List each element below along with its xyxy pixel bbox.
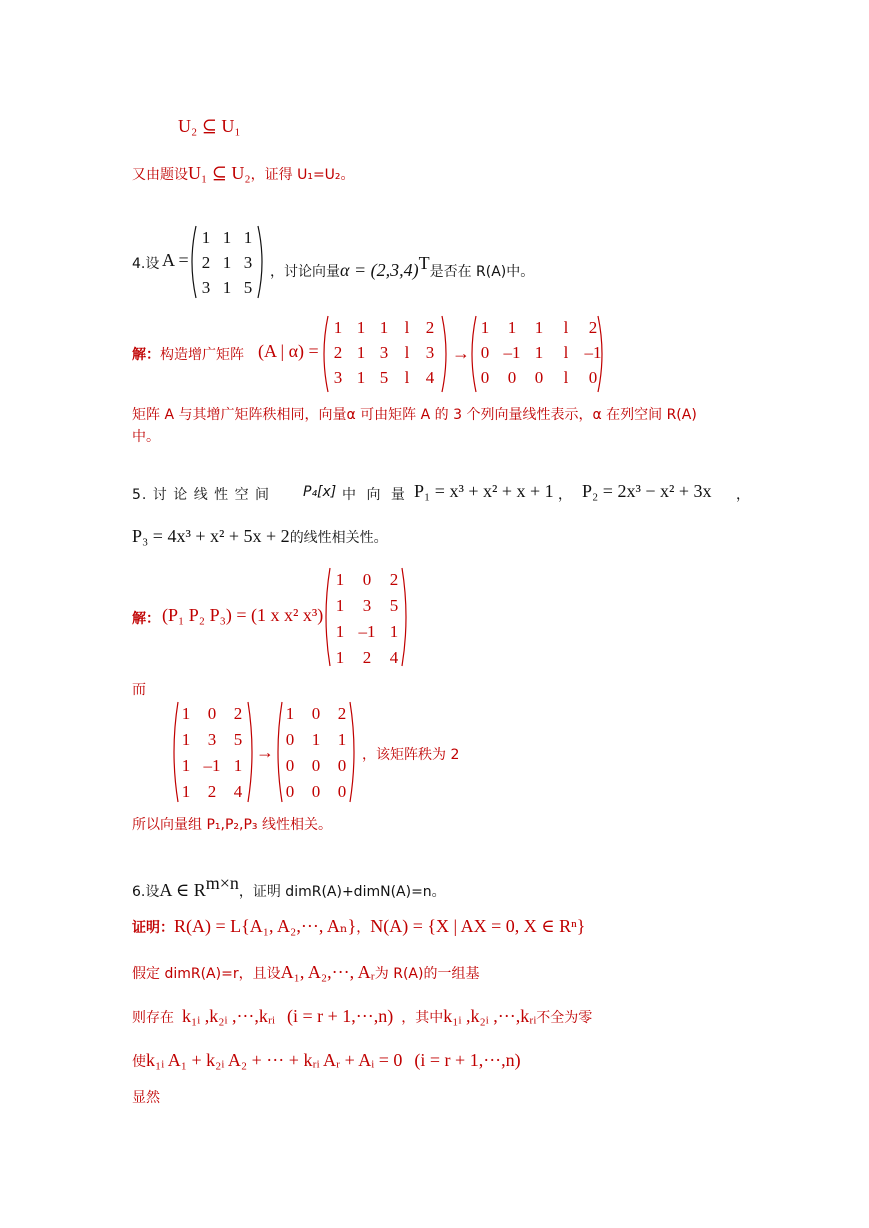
a5-left-cell: 0 — [207, 704, 217, 723]
a5-reduction — [170, 700, 360, 804]
q5-line2: P₃ = 4x³ + x² + 5x + 2的线性相关性。 — [132, 526, 388, 546]
a4-matrix1-cell: l — [404, 318, 410, 337]
a4-matrix2-cell: 2 — [588, 318, 598, 337]
a4-matrix1-cell: 3 — [333, 368, 343, 387]
a5-right-cell: 0 — [337, 756, 347, 775]
a5-left-cell: –1 — [203, 756, 221, 775]
a5-matrix-cell: 4 — [389, 648, 399, 667]
a6-assume-line: 假定 dimR(A)=r，且设A₁, A₂,···, Aᵣ为 R(A)的一组基 — [132, 962, 480, 982]
a5-right-cell: 0 — [311, 704, 321, 723]
a5-left-cell: 4 — [233, 782, 243, 801]
q4-text: ，讨论向量$\alpha = (2,3,4)^T$是否在 R(A)中。 — [270, 253, 535, 280]
a4-matrix1-cell: 1 — [356, 318, 366, 337]
a4-matrix1-cell: 1 — [356, 368, 366, 387]
q4-a-eq: A = — [162, 250, 189, 270]
q5-p3: P₃ = 4x³ + x² + 5x + 2 — [132, 526, 290, 546]
a4-matrix1-cell: 1 — [333, 318, 343, 337]
a4-matrix2-cell: l — [563, 343, 569, 362]
q5-end: ， — [736, 487, 750, 503]
a4-matrix1-cell: l — [404, 368, 410, 387]
a6-make-line: 使k₁ᵢ A₁ + k₂ᵢ A₂ + ··· + kᵣᵢ Aᵣ + Aᵢ = 0 (i = r + 1,···,n) — [132, 1050, 521, 1070]
a4-matrix2-cell: –1 — [584, 343, 602, 362]
a5-right-cell: 0 — [285, 782, 295, 801]
a5-matrix-cell: 5 — [389, 596, 399, 615]
a4-matrix2-cell: 0 — [507, 368, 517, 387]
q4-matrix-cell: 3 — [243, 253, 253, 272]
a5-left-cell: 1 — [233, 756, 243, 775]
a5-lhs: (P₁ P₂ P₃) = (1 x x² x³) — [162, 605, 324, 625]
a4-matrix2-cell: 1 — [534, 318, 544, 337]
a4-text: 构造增广矩阵 — [160, 347, 244, 363]
q5-mid: 中 向 量 — [342, 487, 408, 503]
q5-p1: P₁ = x³ + x² + x + 1 — [414, 481, 554, 501]
a5-right-cell: 0 — [285, 730, 295, 749]
a5-left-cell: 3 — [207, 730, 217, 749]
a5-left-cell: 2 — [207, 782, 217, 801]
conclusion-line — [132, 163, 355, 184]
a5-right-cell: 1 — [311, 730, 321, 749]
conclusion-pre: 又由题设 — [132, 167, 188, 183]
a5-matrix-cell: 2 — [362, 648, 372, 667]
a4-matrix1-cell: 3 — [379, 343, 389, 362]
a4-matrix2-cell: 0 — [534, 368, 544, 387]
a5-left-cell: 2 — [233, 704, 243, 723]
a5-and: 而 — [132, 682, 146, 698]
a4-matrix1-cell: 1 — [356, 343, 366, 362]
a6-def-line: 证明：R(A) = L{A₁, A₂,···, Aₙ}，N(A) = {X | AX = 0, X ∈ Rⁿ} — [132, 916, 586, 936]
a5-matrix-cell: 0 — [362, 570, 372, 589]
a5-rank: ，该矩阵秩为 2 — [362, 747, 460, 763]
a4-matrix2-cell: 1 — [480, 318, 490, 337]
a5-matrix-cell: 1 — [389, 622, 399, 641]
a5-matrix-cell: 1 — [335, 622, 345, 641]
conclusion-post: ，证得 U₁=U₂。 — [250, 167, 355, 183]
a4-matrix1-cell: 5 — [379, 368, 389, 387]
q4-matrix-cell: 3 — [201, 278, 211, 297]
a5-matrix-cell: 3 — [362, 596, 372, 615]
q4-vector: α = (2,3,4) — [340, 260, 419, 280]
a4-matrix1-cell: l — [404, 343, 410, 362]
q5-p2: P₂ = 2x³ − x² + 3x — [582, 481, 712, 501]
conclusion-math: U₁ ⊆ U₂ — [188, 163, 251, 183]
a4-matrix1-cell: 1 — [379, 318, 389, 337]
a4-head — [132, 344, 244, 364]
a4-matrix2-cell: 0 — [480, 368, 490, 387]
q4-matrix-cell: 5 — [243, 278, 253, 297]
a4-matrix1-cell: 2 — [333, 343, 343, 362]
q4-matrix-cell: 1 — [222, 228, 232, 247]
q4-number: 4.设 — [132, 256, 160, 272]
a4-matrix2-cell: l — [563, 318, 569, 337]
a5-right-cell: 1 — [285, 704, 295, 723]
q4-matrix-cell: 1 — [222, 278, 232, 297]
a4-matrix1-cell: 3 — [425, 343, 435, 362]
a5-right-cell: 1 — [337, 730, 347, 749]
a4-matrix2-cell: 1 — [534, 343, 544, 362]
a4-matrix2-cell: 0 — [480, 343, 490, 362]
q4-matrix-cell: 2 — [201, 253, 211, 272]
q5-space: P₄[x] — [303, 484, 337, 500]
a5-matrix-cell: –1 — [358, 622, 376, 641]
a5-matrix-cell: 1 — [335, 570, 345, 589]
a5-right-cell: 0 — [311, 756, 321, 775]
a4-label: 解： — [132, 347, 160, 363]
a5-right-cell: 0 — [337, 782, 347, 801]
a6-exist-line: 则存在 k₁ᵢ ,k₂ᵢ ,···,kᵣᵢ (i = r + 1,···,n) ，其中k₁ᵢ ,k₂ᵢ ,···,kᵣᵢ不全为零 — [132, 1006, 593, 1026]
a5-matrix-cell: 2 — [389, 570, 399, 589]
a5-right-cell: 0 — [311, 782, 321, 801]
a5-left-cell: 1 — [181, 756, 191, 775]
q4-matrix-cell: 1 — [243, 228, 253, 247]
q5-line1: 5. 讨 论 线 性 空 间 — [132, 487, 271, 503]
a4-conclusion-1: 矩阵 A 与其增广矩阵秩相同，向量α 可由矩阵 A 的 3 个列向量线性表示，α 在列空间 R(A) — [132, 407, 697, 423]
a4-matrix1-cell: 2 — [425, 318, 435, 337]
a5-conclusion: 所以向量组 P₁,P₂,P₃ 线性相关。 — [132, 817, 332, 833]
q5-sep: ， — [558, 487, 572, 503]
q4-matrix-cell: 1 — [222, 253, 232, 272]
a4-conclusion-2: 中。 — [132, 429, 160, 445]
a6-obvious: 显然 — [132, 1090, 160, 1106]
a5-left-cell: 1 — [181, 730, 191, 749]
a4-matrix2-cell: l — [563, 368, 569, 387]
u2-subset-u1: U₂ ⊆ U₁ — [178, 116, 241, 136]
a5-matrix — [322, 566, 412, 668]
svg-text:→: → — [452, 343, 470, 363]
q4-matrix-cell: 1 — [201, 228, 211, 247]
q4-matrix — [188, 224, 266, 300]
a4-matrix2-cell: –1 — [503, 343, 521, 362]
svg-text:→: → — [256, 742, 274, 762]
q6-line: 6.设A ∈ $R^{m\times n}$，证明 dimR(A)+dimN(A)=n。 — [132, 873, 446, 900]
a5-matrix-cell: 1 — [335, 596, 345, 615]
a5-matrix-cell: 1 — [335, 648, 345, 667]
a5-head: 解： — [132, 611, 160, 627]
a4-matrix2-cell: 1 — [507, 318, 517, 337]
a4-matrices — [320, 314, 610, 394]
a5-right-cell: 2 — [337, 704, 347, 723]
a5-left-cell: 5 — [233, 730, 243, 749]
a4-aug-label: (A | α) = — [258, 341, 319, 361]
a5-left-cell: 1 — [181, 704, 191, 723]
a5-right-cell: 0 — [285, 756, 295, 775]
a4-matrix1-cell: 4 — [425, 368, 435, 387]
a4-matrix2-cell: 0 — [588, 368, 598, 387]
a5-left-cell: 1 — [181, 782, 191, 801]
